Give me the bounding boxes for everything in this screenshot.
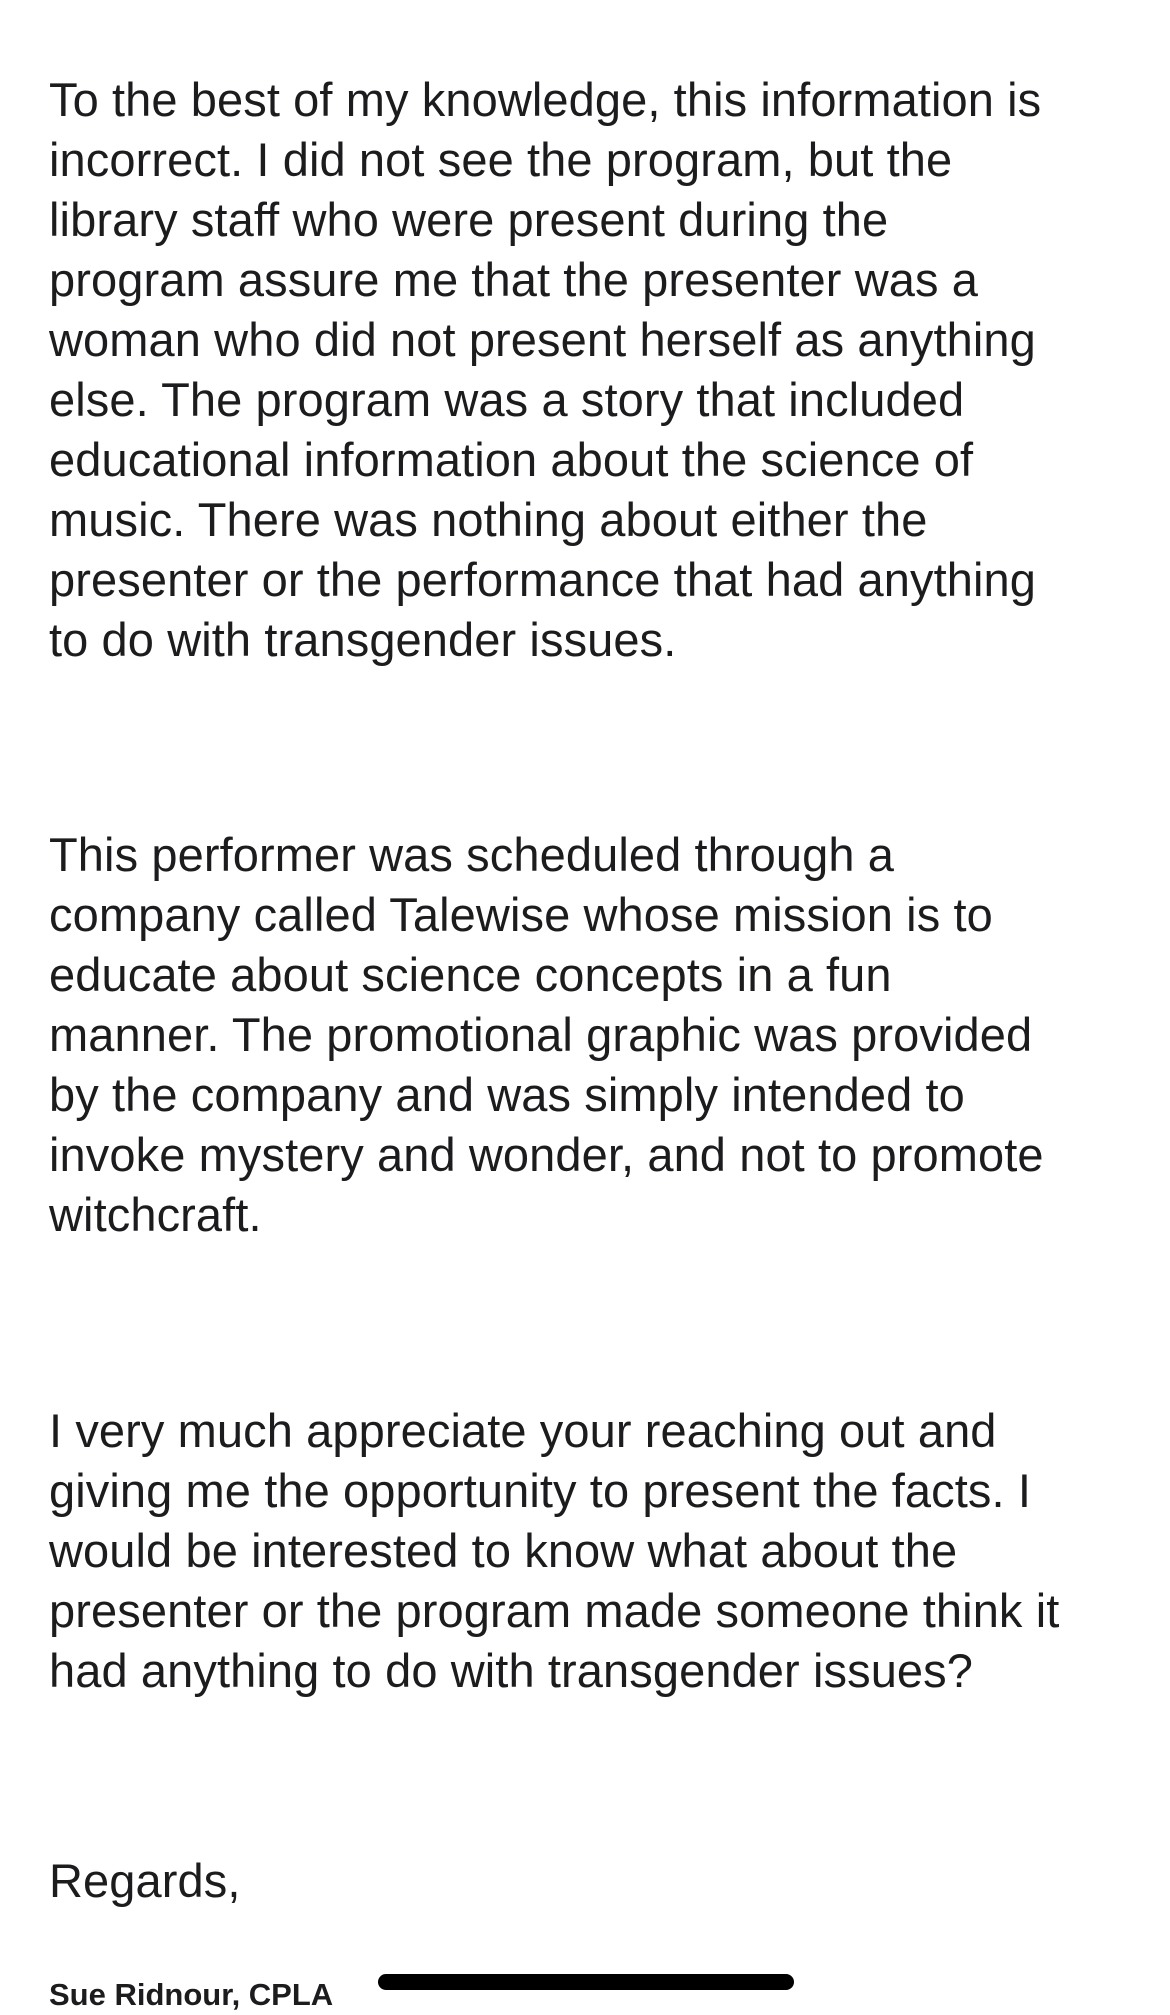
signature-name: Sue Ridnour, CPLA xyxy=(49,1977,334,2012)
closing-line: Regards, xyxy=(49,1854,241,1907)
paragraph-1: To the best of my knowledge, this information is incorrect. I did not see the program, but the library staff who were present during the program assure me that the presenter was a woman who did not present herself as anything else. The program was a story that included educational information about the science of music. There was nothing about either the presenter or the performance that had anything to do with transgender issues. xyxy=(49,73,1042,666)
paragraph-3: I very much appreciate your reaching out and giving me the opportunity to present the facts. I would be interested to know what about the presenter or the program made someone think it had anything to do with transgender issues? xyxy=(49,1404,1060,1697)
home-indicator[interactable] xyxy=(378,1974,794,1990)
paragraph-2: This performer was scheduled through a company called Talewise whose mission is to educate about science concepts in a fun manner. The promotional graphic was provided by the company and was simply intended to invoke mystery and wonder, and not to promote witchcraft. xyxy=(49,828,1044,1241)
